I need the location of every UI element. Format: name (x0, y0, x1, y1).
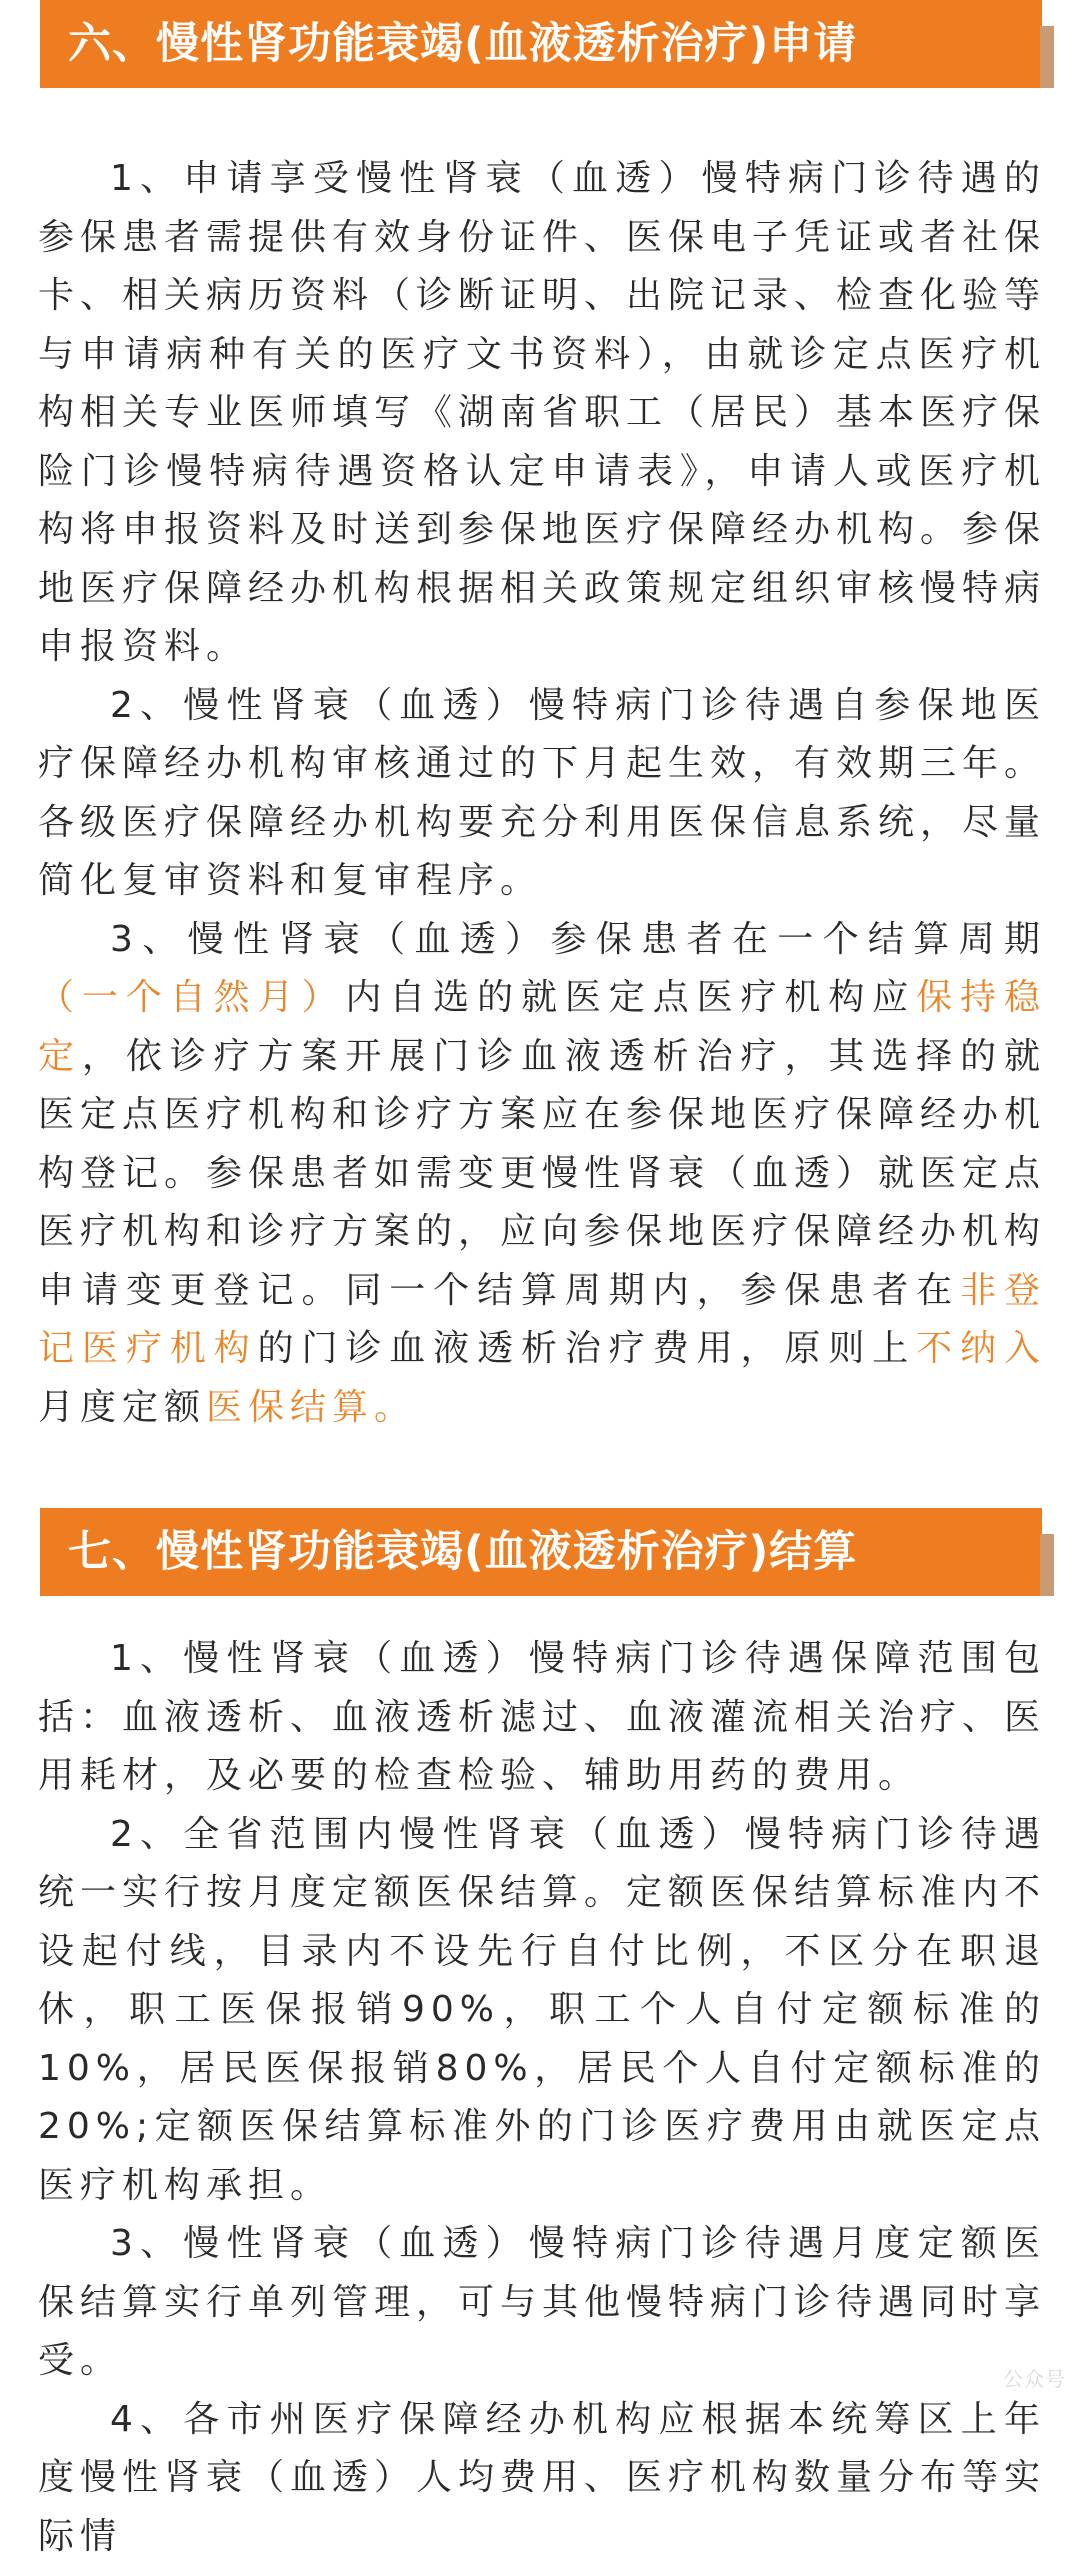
section7-paragraph-3: 3、慢性肾衰（血透）慢特病门诊待遇月度定额医保结算实行单列管理，可与其他慢特病门诊待遇同时享受。 (38, 2215, 1046, 2391)
section6-body (38, 150, 1046, 1437)
banner-shadow (1040, 1534, 1054, 1596)
section6-paragraph-2: 2、慢性肾衰（血透）慢特病门诊待遇自参保地医疗保障经办机构审核通过的下月起生效，有效期三年。各级医疗保障经办机构要充分利用医保信息系统，尽量简化复审资料和复审程序。 (38, 677, 1046, 911)
p3-highlight-natural-month: （一个自然月） (38, 977, 345, 1018)
p3-text-2: 内自选的就医定点医疗机构应 (345, 977, 916, 1018)
p3-text-4: 的门诊血液透析治疗费用，原则上 (258, 1328, 917, 1369)
section7-paragraph-1: 1、慢性肾衰（血透）慢特病门诊待遇保障范围包括：血液透析、血液透析滤过、血液灌流相关治疗、医用耗材，及必要的检查检验、辅助用药的费用。 (38, 1630, 1046, 1806)
section7-body (38, 1630, 1046, 2566)
section7-paragraph-4: 4、各市州医疗保障经办机构应根据本统筹区上年度慢性肾衰（血透）人均费用、医疗机构数量分布等实际情 (38, 2391, 1046, 2566)
section7-paragraph-2: 2、全省范围内慢性肾衰（血透）慢特病门诊待遇统一实行按月度定额医保结算。定额医保结算标准内不设起付线，目录内不设先行自付比例，不区分在职退休，职工医保报销90%，职工个人自付定额标准的10%，居民医保报销80%，居民个人自付定额标准的20%;定额医保结算标准外的门诊医疗费用由就医定点医疗机构承担。 (38, 1806, 1046, 2216)
section6-paragraph-3 (38, 911, 1046, 1438)
p3-highlight-settlement: 医保结算。 (206, 1387, 416, 1428)
section7-banner (40, 1508, 1042, 1596)
p3-text-1: 3、慢性肾衰（血透）参保患者在一个结算周期 (110, 919, 1046, 960)
p3-highlight-not-included: 不纳入 (916, 1328, 1046, 1369)
p3-text-5: 月度定额 (38, 1387, 206, 1428)
section6-banner (40, 0, 1042, 88)
p3-highlight-keep-stable: 保持稳定 (38, 977, 1046, 1077)
p3-highlight-non-registered: 非登记医疗机构 (38, 1270, 1046, 1370)
section6-paragraph-1: 1、申请享受慢性肾衰（血透）慢特病门诊待遇的参保患者需提供有效身份证件、医保电子凭证或者社保卡、相关病历资料（诊断证明、出院记录、检查化验等与申请病种有关的医疗文书资料），由就诊定点医疗机构相关专业医师填写《湖南省职工（居民）基本医疗保险门诊慢特病待遇资格认定申请表》，申请人或医疗机构将申报资料及时送到参保地医疗保障经办机构。参保地医疗保障经办机构根据相关政策规定组织审核慢特病申报资料。 (38, 150, 1046, 677)
section6-title: 六、慢性肾功能衰竭(血液透析治疗)申请 (68, 0, 857, 88)
section7-title: 七、慢性肾功能衰竭(血液透析治疗)结算 (68, 1508, 857, 1596)
p3-text-3: ，依诊疗方案开展门诊血液透析治疗，其选择的就医定点医疗机构和诊疗方案应在参保地医疗保障经办机构登记。参保患者如需变更慢性肾衰（血透）就医定点医疗机构和诊疗方案的，应向参保地医疗保障经办机构申请变更登记。同一个结算周期内，参保患者在 (38, 1036, 1046, 1311)
watermark: 公众号 (1003, 2363, 1066, 2392)
banner-shadow (1040, 26, 1054, 88)
